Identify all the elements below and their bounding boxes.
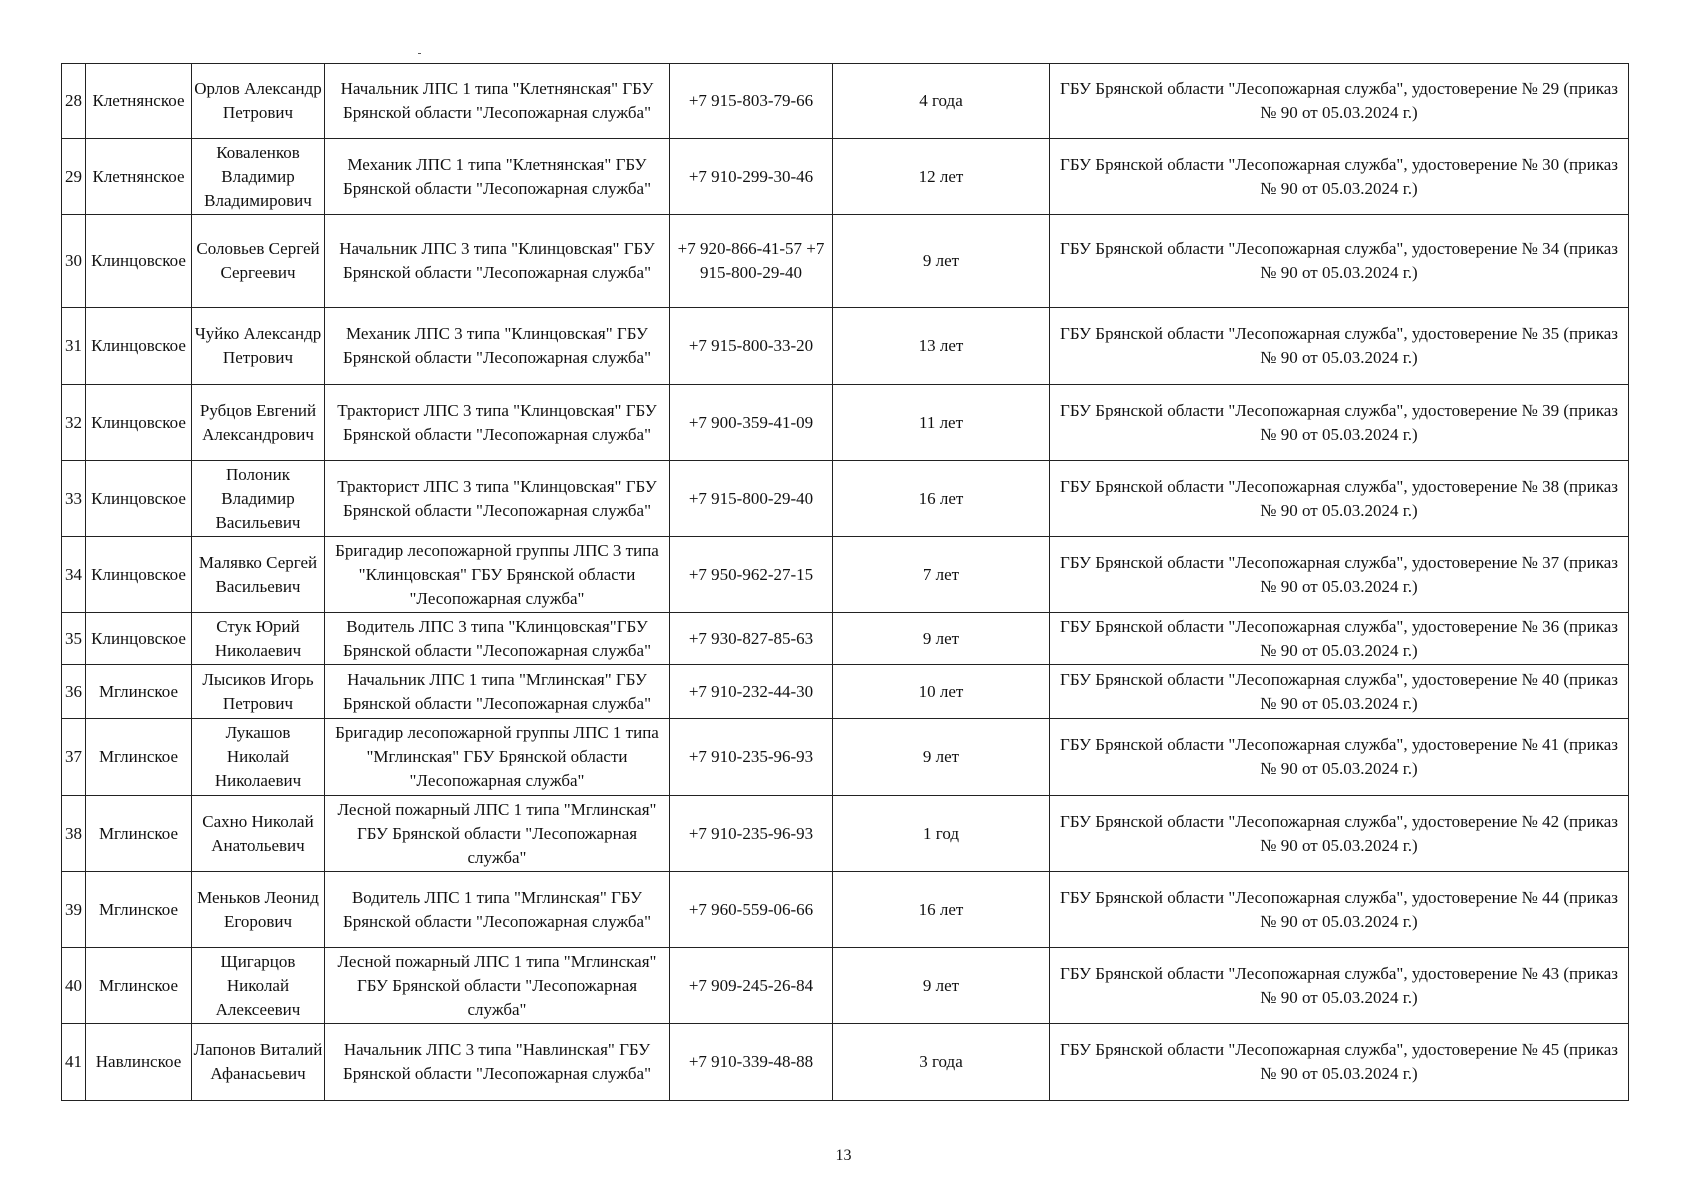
table-row xyxy=(62,308,1629,385)
row-number: 30 xyxy=(62,215,86,308)
certificate-info: ГБУ Брянской области "Лесопожарная служба", удостоверение № 38 (приказ № 90 от 05.03.2024 г.) xyxy=(1050,461,1629,537)
phone-number: +7 900-359-41-09 xyxy=(670,385,833,461)
employee-position: Бригадир лесопожарной группы ЛПС 1 типа "Мглинская" ГБУ Брянской области "Лесопожарная служба" xyxy=(325,719,670,796)
row-number: 39 xyxy=(62,872,86,948)
row-number: 37 xyxy=(62,719,86,796)
phone-number: +7 915-803-79-66 xyxy=(670,64,833,139)
work-experience: 1 год xyxy=(833,796,1050,872)
employee-name: Лапонов Виталий Афанасьевич xyxy=(192,1024,325,1101)
page-number: 13 xyxy=(835,1147,852,1164)
forestry-district: Клинцовское xyxy=(86,385,192,461)
certificate-info: ГБУ Брянской области "Лесопожарная служба", удостоверение № 34 (приказ № 90 от 05.03.2024 г.) xyxy=(1050,215,1629,308)
row-number: 31 xyxy=(62,308,86,385)
phone-number: +7 950-962-27-15 xyxy=(670,537,833,613)
employee-name: Орлов Александр Петрович xyxy=(192,64,325,139)
forestry-district: Клинцовское xyxy=(86,461,192,537)
table-row xyxy=(62,872,1629,948)
row-number: 28 xyxy=(62,64,86,139)
employee-position: Водитель ЛПС 3 типа "Клинцовская"ГБУ Брянской области "Лесопожарная служба" xyxy=(325,613,670,665)
phone-number: +7 920-866-41-57 +7 915-800-29-40 xyxy=(670,215,833,308)
work-experience: 11 лет xyxy=(833,385,1050,461)
forestry-district: Мглинское xyxy=(86,872,192,948)
forestry-district: Мглинское xyxy=(86,796,192,872)
forestry-district: Мглинское xyxy=(86,948,192,1024)
table-row xyxy=(62,537,1629,613)
forestry-district: Клетнянское xyxy=(86,139,192,215)
table-row xyxy=(62,64,1629,139)
row-number: 32 xyxy=(62,385,86,461)
table-row xyxy=(62,719,1629,796)
row-number: 35 xyxy=(62,613,86,665)
forestry-district: Клинцовское xyxy=(86,215,192,308)
phone-number: +7 910-235-96-93 xyxy=(670,719,833,796)
work-experience: 16 лет xyxy=(833,461,1050,537)
employee-name: Лукашов Николай Николаевич xyxy=(192,719,325,796)
phone-number: +7 960-559-06-66 xyxy=(670,872,833,948)
employee-name: Щигарцов Николай Алексеевич xyxy=(192,948,325,1024)
certificate-info: ГБУ Брянской области "Лесопожарная служба", удостоверение № 29 (приказ № 90 от 05.03.2024 г.) xyxy=(1050,64,1629,139)
forestry-district: Клетнянское xyxy=(86,64,192,139)
phone-number: +7 910-299-30-46 xyxy=(670,139,833,215)
certificate-info: ГБУ Брянской области "Лесопожарная служба", удостоверение № 37 (приказ № 90 от 05.03.2024 г.) xyxy=(1050,537,1629,613)
work-experience: 16 лет xyxy=(833,872,1050,948)
work-experience: 9 лет xyxy=(833,719,1050,796)
table-row xyxy=(62,665,1629,719)
phone-number: +7 915-800-29-40 xyxy=(670,461,833,537)
forestry-district: Клинцовское xyxy=(86,613,192,665)
row-number: 38 xyxy=(62,796,86,872)
employee-name: Коваленков Владимир Владимирович xyxy=(192,139,325,215)
employee-position: Лесной пожарный ЛПС 1 типа "Мглинская" ГБУ Брянской области "Лесопожарная служба" xyxy=(325,948,670,1024)
employee-position: Бригадир лесопожарной группы ЛПС 3 типа "Клинцовская" ГБУ Брянской области "Лесопожарная служба" xyxy=(325,537,670,613)
phone-number: +7 915-800-33-20 xyxy=(670,308,833,385)
table-row xyxy=(62,613,1629,665)
forestry-district: Клинцовское xyxy=(86,308,192,385)
work-experience: 9 лет xyxy=(833,215,1050,308)
table-row xyxy=(62,796,1629,872)
employee-name: Сахно Николай Анатольевич xyxy=(192,796,325,872)
table-row xyxy=(62,1024,1629,1101)
certificate-info: ГБУ Брянской области "Лесопожарная служба", удостоверение № 44 (приказ № 90 от 05.03.2024 г.) xyxy=(1050,872,1629,948)
work-experience: 9 лет xyxy=(833,613,1050,665)
certificate-info: ГБУ Брянской области "Лесопожарная служба", удостоверение № 35 (приказ № 90 от 05.03.2024 г.) xyxy=(1050,308,1629,385)
forestry-district: Клинцовское xyxy=(86,537,192,613)
scan-speck xyxy=(418,53,421,54)
employee-position: Начальник ЛПС 1 типа "Клетнянская" ГБУ Брянской области "Лесопожарная служба" xyxy=(325,64,670,139)
table-row xyxy=(62,461,1629,537)
employee-name: Лысиков Игорь Петрович xyxy=(192,665,325,719)
certificate-info: ГБУ Брянской области "Лесопожарная служба", удостоверение № 39 (приказ № 90 от 05.03.2024 г.) xyxy=(1050,385,1629,461)
table-row xyxy=(62,948,1629,1024)
certificate-info: ГБУ Брянской области "Лесопожарная служба", удостоверение № 36 (приказ № 90 от 05.03.2024 г.) xyxy=(1050,613,1629,665)
employee-name: Соловьев Сергей Сергеевич xyxy=(192,215,325,308)
certificate-info: ГБУ Брянской области "Лесопожарная служба", удостоверение № 40 (приказ № 90 от 05.03.2024 г.) xyxy=(1050,665,1629,719)
employee-position: Лесной пожарный ЛПС 1 типа "Мглинская" ГБУ Брянской области "Лесопожарная служба" xyxy=(325,796,670,872)
certificate-info: ГБУ Брянской области "Лесопожарная служба", удостоверение № 43 (приказ № 90 от 05.03.2024 г.) xyxy=(1050,948,1629,1024)
employee-position: Тракторист ЛПС 3 типа "Клинцовская" ГБУ Брянской области "Лесопожарная служба" xyxy=(325,385,670,461)
certificate-info: ГБУ Брянской области "Лесопожарная служба", удостоверение № 42 (приказ № 90 от 05.03.2024 г.) xyxy=(1050,796,1629,872)
forestry-district: Мглинское xyxy=(86,665,192,719)
certificate-info: ГБУ Брянской области "Лесопожарная служба", удостоверение № 45 (приказ № 90 от 05.03.2024 г.) xyxy=(1050,1024,1629,1101)
row-number: 41 xyxy=(62,1024,86,1101)
work-experience: 7 лет xyxy=(833,537,1050,613)
staff-table xyxy=(61,63,1629,1101)
certificate-info: ГБУ Брянской области "Лесопожарная служба", удостоверение № 30 (приказ № 90 от 05.03.2024 г.) xyxy=(1050,139,1629,215)
row-number: 33 xyxy=(62,461,86,537)
employee-position: Начальник ЛПС 1 типа "Мглинская" ГБУ Брянской области "Лесопожарная служба" xyxy=(325,665,670,719)
work-experience: 4 года xyxy=(833,64,1050,139)
employee-name: Меньков Леонид Егорович xyxy=(192,872,325,948)
table-row xyxy=(62,385,1629,461)
work-experience: 10 лет xyxy=(833,665,1050,719)
employee-name: Рубцов Евгений Александрович xyxy=(192,385,325,461)
forestry-district: Мглинское xyxy=(86,719,192,796)
row-number: 36 xyxy=(62,665,86,719)
phone-number: +7 910-339-48-88 xyxy=(670,1024,833,1101)
employee-name: Чуйко Александр Петрович xyxy=(192,308,325,385)
employee-position: Начальник ЛПС 3 типа "Навлинская" ГБУ Брянской области "Лесопожарная служба" xyxy=(325,1024,670,1101)
employee-position: Водитель ЛПС 1 типа "Мглинская" ГБУ Брянской области "Лесопожарная служба" xyxy=(325,872,670,948)
work-experience: 3 года xyxy=(833,1024,1050,1101)
employee-name: Малявко Сергей Васильевич xyxy=(192,537,325,613)
employee-position: Механик ЛПС 1 типа "Клетнянская" ГБУ Брянской области "Лесопожарная служба" xyxy=(325,139,670,215)
row-number: 40 xyxy=(62,948,86,1024)
row-number: 29 xyxy=(62,139,86,215)
employee-name: Полоник Владимир Васильевич xyxy=(192,461,325,537)
phone-number: +7 930-827-85-63 xyxy=(670,613,833,665)
work-experience: 9 лет xyxy=(833,948,1050,1024)
employee-position: Тракторист ЛПС 3 типа "Клинцовская" ГБУ Брянской области "Лесопожарная служба" xyxy=(325,461,670,537)
employee-name: Стук Юрий Николаевич xyxy=(192,613,325,665)
phone-number: +7 910-232-44-30 xyxy=(670,665,833,719)
work-experience: 13 лет xyxy=(833,308,1050,385)
row-number: 34 xyxy=(62,537,86,613)
work-experience: 12 лет xyxy=(833,139,1050,215)
forestry-district: Навлинское xyxy=(86,1024,192,1101)
certificate-info: ГБУ Брянской области "Лесопожарная служба", удостоверение № 41 (приказ № 90 от 05.03.2024 г.) xyxy=(1050,719,1629,796)
table-row xyxy=(62,215,1629,308)
table-row xyxy=(62,139,1629,215)
employee-position: Начальник ЛПС 3 типа "Клинцовская" ГБУ Брянской области "Лесопожарная служба" xyxy=(325,215,670,308)
phone-number: +7 909-245-26-84 xyxy=(670,948,833,1024)
employee-position: Механик ЛПС 3 типа "Клинцовская" ГБУ Брянской области "Лесопожарная служба" xyxy=(325,308,670,385)
phone-number: +7 910-235-96-93 xyxy=(670,796,833,872)
